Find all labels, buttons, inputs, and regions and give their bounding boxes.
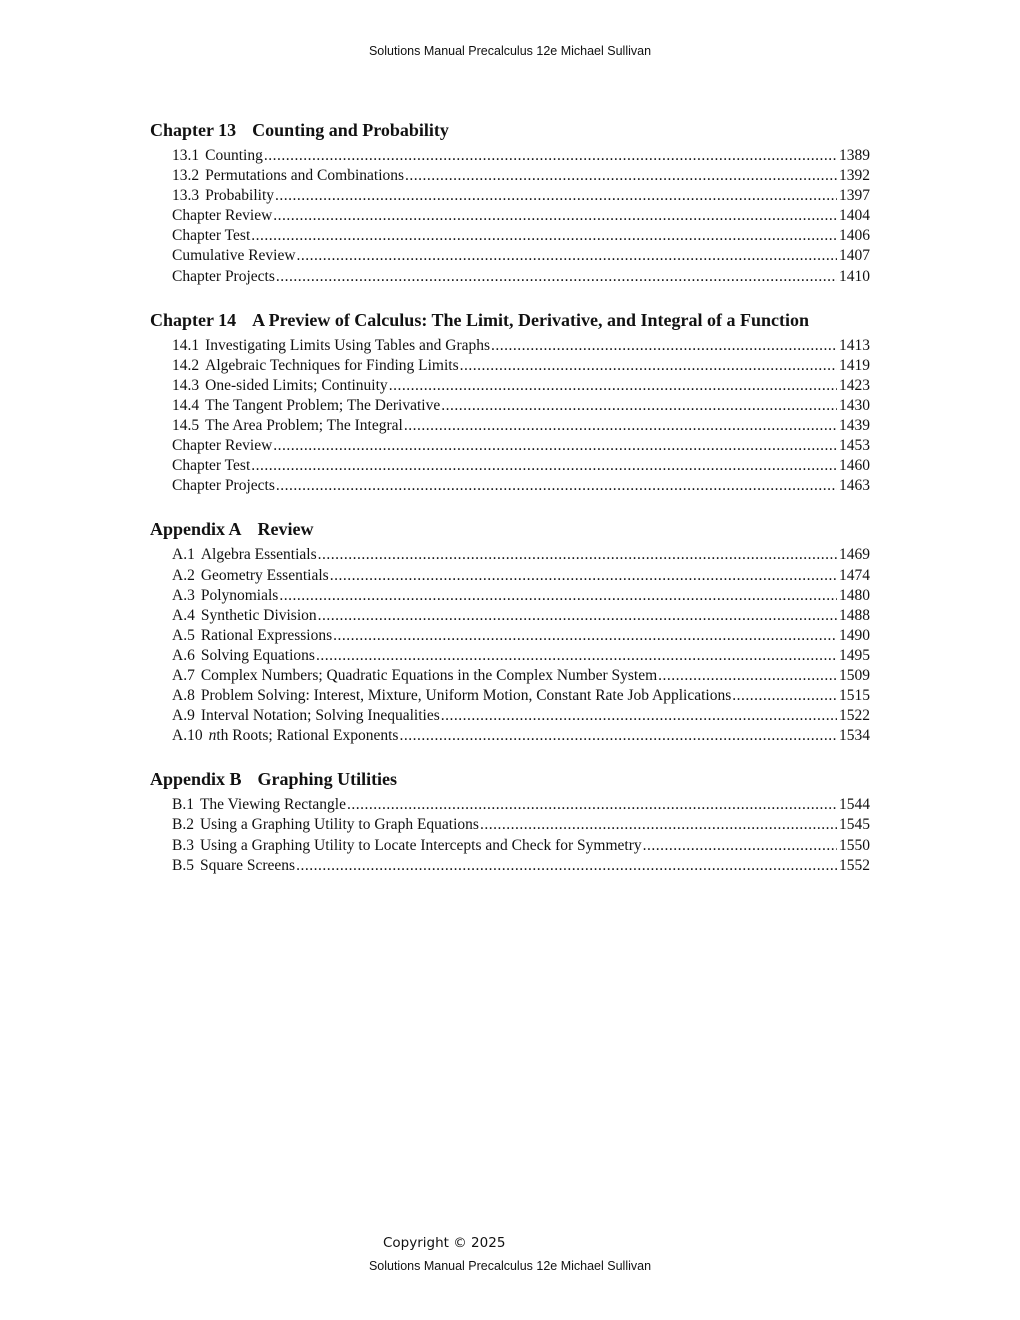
toc-entry[interactable]	[172, 186, 870, 206]
toc-entry[interactable]	[172, 476, 870, 496]
section-label: Chapter 14	[150, 309, 237, 330]
page-number: 1469	[839, 546, 870, 564]
page-number: 1480	[839, 586, 870, 604]
entry-title: Chapter Projects	[172, 267, 275, 285]
dot-leader	[732, 686, 837, 706]
entry-number: B.2	[172, 816, 194, 834]
dot-leader	[658, 666, 837, 686]
entry-number: 13.2	[172, 167, 200, 185]
dot-leader	[276, 476, 837, 496]
page-number: 1509	[839, 666, 870, 684]
entry-title: Chapter Review	[172, 437, 273, 455]
entry-title: Chapter Test	[172, 227, 251, 245]
toc-entry[interactable]	[172, 146, 870, 166]
entry-number: B.3	[172, 836, 194, 854]
footer-running-title: Solutions Manual Precalculus 12e Michael Sullivan	[368, 1259, 652, 1273]
entry-title: The Area Problem; The Integral	[205, 417, 403, 435]
entry-number: B.5	[172, 856, 194, 874]
section-title: Counting and Probability	[252, 120, 449, 140]
entry-title: Chapter Test	[172, 457, 251, 475]
section-heading	[150, 767, 870, 791]
entry-number: 14.2	[172, 356, 200, 374]
dot-leader	[404, 416, 837, 436]
dot-leader	[330, 566, 837, 586]
entry-title: Interval Notation; Solving Inequalities	[200, 707, 440, 725]
section-title: A Preview of Calculus: The Limit, Derivative, and Integral of a Function	[252, 309, 809, 330]
page-number: 1545	[839, 816, 870, 834]
dot-leader	[251, 226, 837, 246]
dot-leader	[441, 396, 837, 416]
page-number: 1410	[839, 267, 870, 285]
page-number: 1544	[839, 796, 870, 814]
section-label: Appendix A	[150, 519, 242, 540]
dot-leader	[405, 166, 837, 186]
section-label: Chapter 13	[150, 120, 237, 140]
toc-entry[interactable]	[172, 246, 870, 266]
entry-title: Solving Equations	[200, 646, 315, 664]
entry-number: A.4	[172, 606, 195, 624]
toc-entry[interactable]	[172, 166, 870, 186]
toc-entry[interactable]	[172, 336, 870, 356]
entry-title: Investigating Limits Using Tables and Graphs	[205, 336, 491, 354]
toc-entry[interactable]	[172, 376, 870, 396]
running-header: Solutions Manual Precalculus 12e Michael Sullivan	[368, 44, 652, 58]
entry-title: Problem Solving: Interest, Mixture, Uniform Motion, Constant Rate Job Applications	[200, 687, 732, 705]
entry-title: nth Roots; Rational Exponents	[208, 727, 399, 745]
toc-entry[interactable]	[172, 456, 870, 476]
page-number: 1534	[839, 727, 870, 745]
entry-title: Geometry Essentials	[200, 566, 329, 584]
toc-entry[interactable]	[172, 686, 870, 706]
toc-section	[150, 517, 870, 746]
dot-leader	[279, 586, 837, 606]
dot-leader	[251, 456, 837, 476]
page-number: 1419	[839, 356, 870, 374]
entry-number: 14.5	[172, 417, 200, 435]
entry-number: A.1	[172, 546, 195, 564]
dot-leader	[275, 186, 837, 206]
entry-title: Polynomials	[200, 586, 279, 604]
entry-title: Permutations and Combinations	[205, 167, 405, 185]
page-number: 1552	[839, 856, 870, 874]
toc-entry[interactable]	[172, 606, 870, 626]
toc-entry[interactable]	[172, 586, 870, 606]
entry-title: Cumulative Review	[172, 247, 296, 265]
entry-number: A.2	[172, 566, 195, 584]
toc-entry[interactable]	[172, 226, 870, 246]
toc-entry[interactable]	[172, 356, 870, 376]
entry-title: The Viewing Rectangle	[199, 796, 346, 814]
page-number: 1488	[839, 606, 870, 624]
dot-leader	[316, 646, 837, 666]
toc-entry[interactable]	[172, 666, 870, 686]
dot-leader	[441, 706, 837, 726]
page-number: 1522	[839, 707, 870, 725]
section-heading	[150, 118, 870, 142]
dot-leader	[491, 336, 837, 356]
entry-number: A.7	[172, 666, 195, 684]
toc-entry[interactable]	[172, 726, 870, 746]
section-heading	[150, 517, 870, 541]
entry-number: A.5	[172, 626, 195, 644]
dot-leader	[318, 545, 837, 565]
toc-entry[interactable]	[172, 545, 870, 565]
page-number: 1407	[839, 247, 870, 265]
dot-leader	[264, 146, 837, 166]
toc-entry[interactable]	[172, 646, 870, 666]
entry-title: Algebraic Techniques for Finding Limits	[205, 356, 459, 374]
section-title: Review	[257, 519, 314, 540]
dot-leader	[276, 267, 837, 287]
dot-leader	[643, 836, 837, 856]
entry-title: Chapter Projects	[172, 477, 275, 495]
entry-title: The Tangent Problem; The Derivative	[205, 396, 441, 414]
toc-section	[150, 308, 870, 497]
entry-number: A.9	[172, 707, 195, 725]
entry-number: 13.3	[172, 187, 200, 205]
dot-leader	[460, 356, 837, 376]
entry-number: A.10	[172, 727, 203, 745]
toc-section	[150, 118, 870, 287]
dot-leader	[296, 856, 837, 876]
toc-entry[interactable]	[172, 626, 870, 646]
entry-number: A.3	[172, 586, 195, 604]
dot-leader	[273, 436, 837, 456]
dot-leader	[399, 726, 837, 746]
page-number: 1515	[839, 687, 870, 705]
page-number: 1463	[839, 477, 870, 495]
table-of-contents	[150, 118, 870, 897]
page-number: 1474	[839, 566, 870, 584]
dot-leader	[480, 815, 837, 835]
page-number: 1413	[839, 336, 870, 354]
page-number: 1404	[839, 207, 870, 225]
toc-entry[interactable]	[172, 795, 870, 815]
entry-title: Rational Expressions	[200, 626, 333, 644]
page-number: 1423	[839, 376, 870, 394]
entry-number: 14.3	[172, 376, 200, 394]
dot-leader	[273, 206, 837, 226]
toc-entry[interactable]	[172, 267, 870, 287]
entry-title: Using a Graphing Utility to Locate Intercepts and Check for Symmetry	[199, 836, 642, 854]
entry-title: Counting	[205, 147, 263, 164]
entry-number: A.6	[172, 646, 195, 664]
toc-entry[interactable]	[172, 856, 870, 876]
entry-title: Chapter Review	[172, 207, 273, 225]
toc-entry[interactable]	[172, 706, 870, 726]
page-number: 1453	[839, 437, 870, 455]
section-heading	[150, 308, 870, 332]
section-label: Appendix B	[150, 769, 242, 790]
entry-title: One-sided Limits; Continuity	[205, 376, 388, 394]
page-number: 1460	[839, 457, 870, 475]
page-number: 1495	[839, 646, 870, 664]
page-number: 1490	[839, 626, 870, 644]
entry-number: 13.1	[172, 147, 200, 164]
entry-number: 14.4	[172, 396, 200, 414]
toc-entry[interactable]	[172, 815, 870, 835]
footer-copyright: Copyright © 2025	[383, 1235, 506, 1251]
dot-leader	[297, 246, 837, 266]
entry-title: Algebra Essentials	[200, 546, 317, 564]
entry-title: Synthetic Division	[200, 606, 317, 624]
toc-entry[interactable]	[172, 566, 870, 586]
page-number: 1430	[839, 396, 870, 414]
page-number: 1550	[839, 836, 870, 854]
entry-title: Square Screens	[199, 856, 296, 874]
page-number: 1439	[839, 417, 870, 435]
toc-entry[interactable]	[172, 396, 870, 416]
entry-title: Complex Numbers; Quadratic Equations in the Complex Number System	[200, 666, 658, 684]
entry-number: A.8	[172, 687, 195, 705]
entry-title: Using a Graphing Utility to Graph Equations	[199, 816, 479, 834]
toc-entry[interactable]	[172, 836, 870, 856]
dot-leader	[333, 626, 837, 646]
toc-entry[interactable]	[172, 436, 870, 456]
page-number: 1397	[839, 187, 870, 205]
dot-leader	[389, 376, 837, 396]
toc-entry[interactable]	[172, 416, 870, 436]
entry-title: Probability	[205, 187, 275, 205]
toc-section	[150, 767, 870, 875]
section-title: Graphing Utilities	[257, 769, 398, 790]
page-number: 1406	[839, 227, 870, 245]
entry-number: B.1	[172, 796, 194, 814]
page-number: 1392	[839, 167, 870, 185]
dot-leader	[347, 795, 837, 815]
dot-leader	[318, 606, 837, 626]
entry-number: 14.1	[172, 336, 200, 354]
page-number: 1389	[839, 147, 870, 164]
toc-entry[interactable]	[172, 206, 870, 226]
